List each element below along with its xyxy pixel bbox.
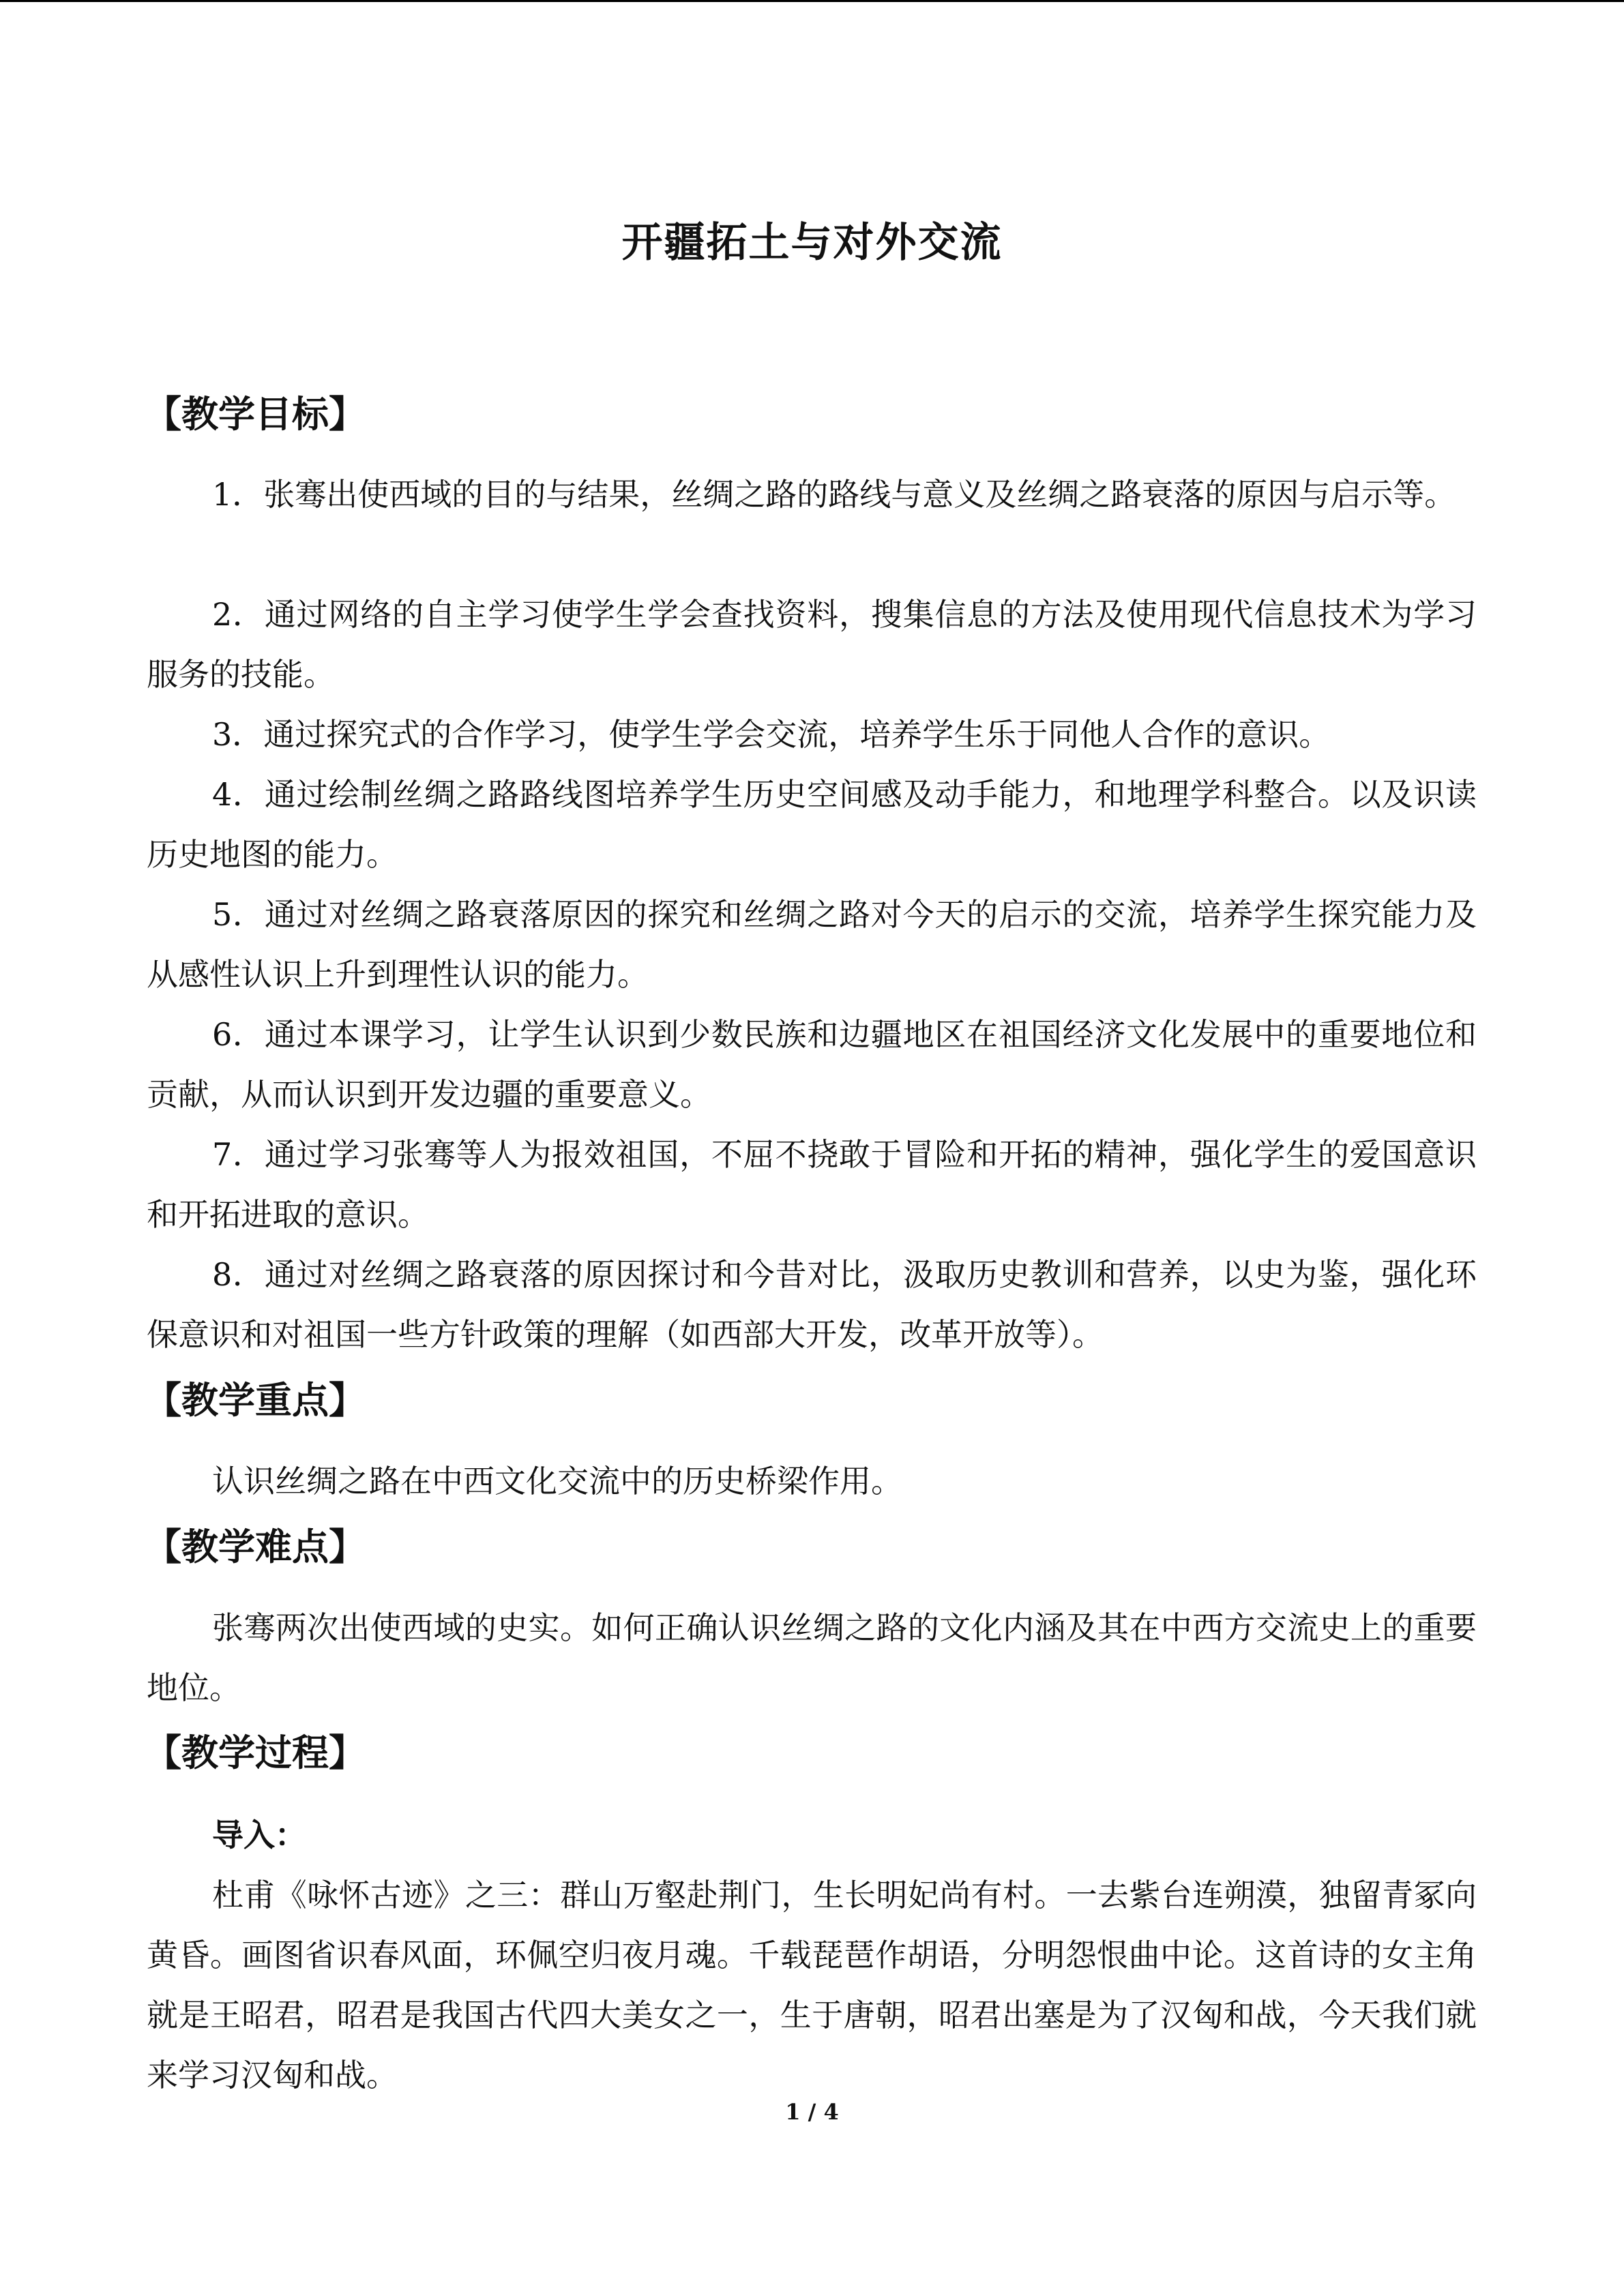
intro-label: 导入： (212, 1817, 306, 1853)
objective-item-6: 6．通过本课学习，让学生认识到少数民族和边疆地区在祖国经济文化发展中的重要地位和贡献，从而认识到开发边疆的重要意义。 (147, 1016, 1477, 1113)
objective-item-8: 8．通过对丝绸之路衰落的原因探讨和今昔对比，汲取历史教训和营养，以史为鉴，强化环保意识和对祖国一些方针政策的理解（如西部大开发，改革开放等）。 (147, 1256, 1477, 1353)
difficulties-text: 张骞两次出使西域的史实。如何正确认识丝绸之路的文化内涵及其在中西方交流史上的重要地位。 (147, 1609, 1477, 1706)
objective-item-7: 7．通过学习张骞等人为报效祖国，不屈不挠敢于冒险和开拓的精神，强化学生的爱国意识和开拓进取的意识。 (147, 1136, 1477, 1233)
objective-item-4: 4．通过绘制丝绸之路路线图培养学生历史空间感及动手能力，和地理学科整合。以及识读历史地图的能力。 (147, 776, 1477, 873)
heading-teaching-objectives: 【教学目标】 (145, 392, 366, 436)
key-points-text: 认识丝绸之路在中西文化交流中的历史桥梁作用。 (212, 1463, 902, 1500)
intro-text: 杜甫《咏怀古迹》之三：群山万壑赴荆门，生长明妃尚有村。一去紫台连朔漠，独留青冢向黄昏。画图省识春风面，环佩空归夜月魂。千载琵琶作胡语，分明怨恨曲中论。这首诗的女主角就是王昭君，昭君是我国古代四大美女之一，生于唐朝，昭君出塞是为了汉匈和战，今天我们就来学习汉匈和战。 (147, 1877, 1477, 2093)
page-number: 1 / 4 (785, 2099, 839, 2125)
heading-key-points: 【教学重点】 (145, 1378, 366, 1422)
heading-difficulties: 【教学难点】 (145, 1525, 366, 1568)
objective-item-3: 3．通过探究式的合作学习，使学生学会交流，培养学生乐于同他人合作的意识。 (212, 716, 1331, 753)
objective-item-5: 5．通过对丝绸之路衰落原因的探究和丝绸之路对今天的启示的交流，培养学生探究能力及从感性认识上升到理性认识的能力。 (147, 896, 1477, 993)
objective-item-2: 2．通过网络的自主学习使学生学会查找资料，搜集信息的方法及使用现代信息技术为学习服务的技能。 (147, 596, 1477, 693)
objective-item-1: 1．张骞出使西域的目的与结果，丝绸之路的路线与意义及丝绸之路衰落的原因与启示等。 (212, 476, 1456, 513)
heading-teaching-process: 【教学过程】 (145, 1731, 366, 1774)
document-title: 开疆拓土与对外交流 (621, 219, 1003, 267)
